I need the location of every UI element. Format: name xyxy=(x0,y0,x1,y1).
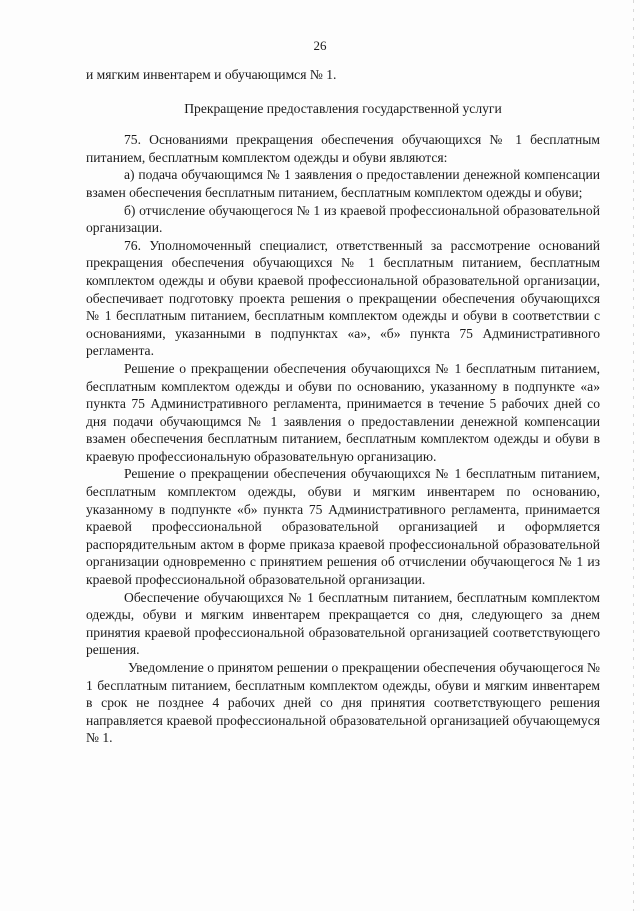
page-number: 26 xyxy=(313,38,327,53)
paragraph-76: 76. Уполномоченный специалист, ответственный за рассмотрение оснований прекращения обеспечения обучающихся № 1 бесплатным питанием, бесплатным комплектом одежды и обуви краевой профессиональной образовательной организации, обеспечивает подготовку проекта решения о прекращении обеспечения обучающихся № 1 бесплатным питанием, бесплатным комплектом одежды и обуви в соответствии с основаниями, указанными в подпунктах «а», «б» пункта 75 Административного регламента. xyxy=(86,237,600,359)
paragraph-75-a: а) подача обучающимся № 1 заявления о предоставлении денежной компенсации взамен обеспечения бесплатным питанием, бесплатным комплектом одежды и обуви; xyxy=(86,167,600,200)
paragraph-decision-a: Решение о прекращении обеспечения обучающихся № 1 бесплатным питанием, бесплатным комплектом одежды и обуви по основанию, указанному в подпункте «а» пункта 75 Административного регламента, принимается в течение 5 рабочих дней со дня подачи обучающимся № 1 заявления о предоставлении денежной компенсации взамен обеспечения бесплатным питанием, бесплатным комплектом одежды и обуви в краевую профессиональную образовательную организацию. xyxy=(86,360,600,464)
paragraph-75-b: б) отчисление обучающегося № 1 из краевой профессиональной образовательной организации. xyxy=(86,202,600,236)
paragraph-75: 75. Основаниями прекращения обеспечения обучающихся № 1 бесплатным питанием, бесплатным комплектом одежды и обуви являются: xyxy=(86,132,600,165)
paragraph-termination: Обеспечение обучающихся № 1 бесплатным питанием, бесплатным комплектом одежды, обуви и мягким инвентарем прекращается со дня, следующего за днем принятия краевой профессиональной образовательной организацией соответствующего решения. xyxy=(86,589,600,658)
document-body xyxy=(86,66,600,747)
paragraph-continuation: и мягким инвентарем и обучающимся № 1. xyxy=(86,67,337,82)
paragraph-notice: Уведомление о принятом решении о прекращении обеспечения обучающегося № 1 бесплатным питанием, бесплатным комплектом одежды, обуви и мягким инвентарем в срок не позднее 4 рабочих дней со дня принятия соответствующего решения направляется краевой профессиональной образовательной организацией обучающемуся № 1. xyxy=(86,660,600,746)
section-heading: Прекращение предоставления государственной услуги xyxy=(184,100,502,116)
scan-edge-marks xyxy=(633,0,634,911)
paragraph-decision-b: Решение о прекращении обеспечения обучающихся № 1 бесплатным питанием, бесплатным комплектом одежды, обуви и мягким инвентарем по основанию, указанному в подпункте «б» пункта 75 Административного регламента, принимается краевой профессиональной образовательной организацией и оформляется распорядительным актом в форме приказа краевой профессиональной образовательной организации одновременно с принятием решения об отчислении обучающегося № 1 из краевой профессиональной образовательной организации. xyxy=(86,466,600,588)
